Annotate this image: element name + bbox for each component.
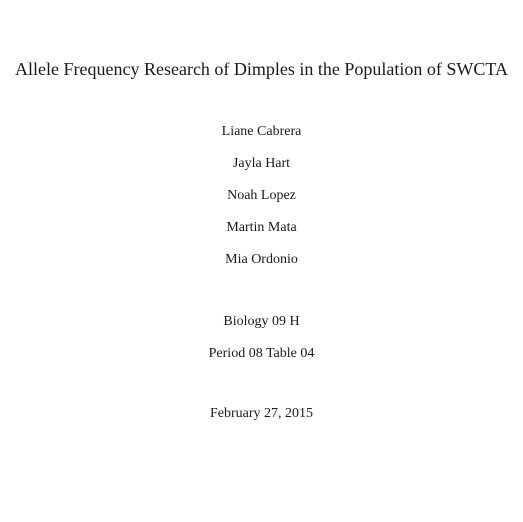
- document-title: Allele Frequency Research of Dimples in the Population of SWCTA: [15, 59, 508, 79]
- author-name: Martin Mata: [226, 220, 297, 235]
- period-table: Period 08 Table 04: [208, 346, 315, 361]
- author-name: Noah Lopez: [227, 188, 296, 203]
- course-name: Biology 09 H: [223, 314, 300, 329]
- author-name: Mia Ordonio: [225, 252, 298, 267]
- author-name: Jayla Hart: [232, 156, 291, 171]
- author-name: Liane Cabrera: [221, 124, 302, 139]
- document-date: February 27, 2015: [209, 406, 314, 421]
